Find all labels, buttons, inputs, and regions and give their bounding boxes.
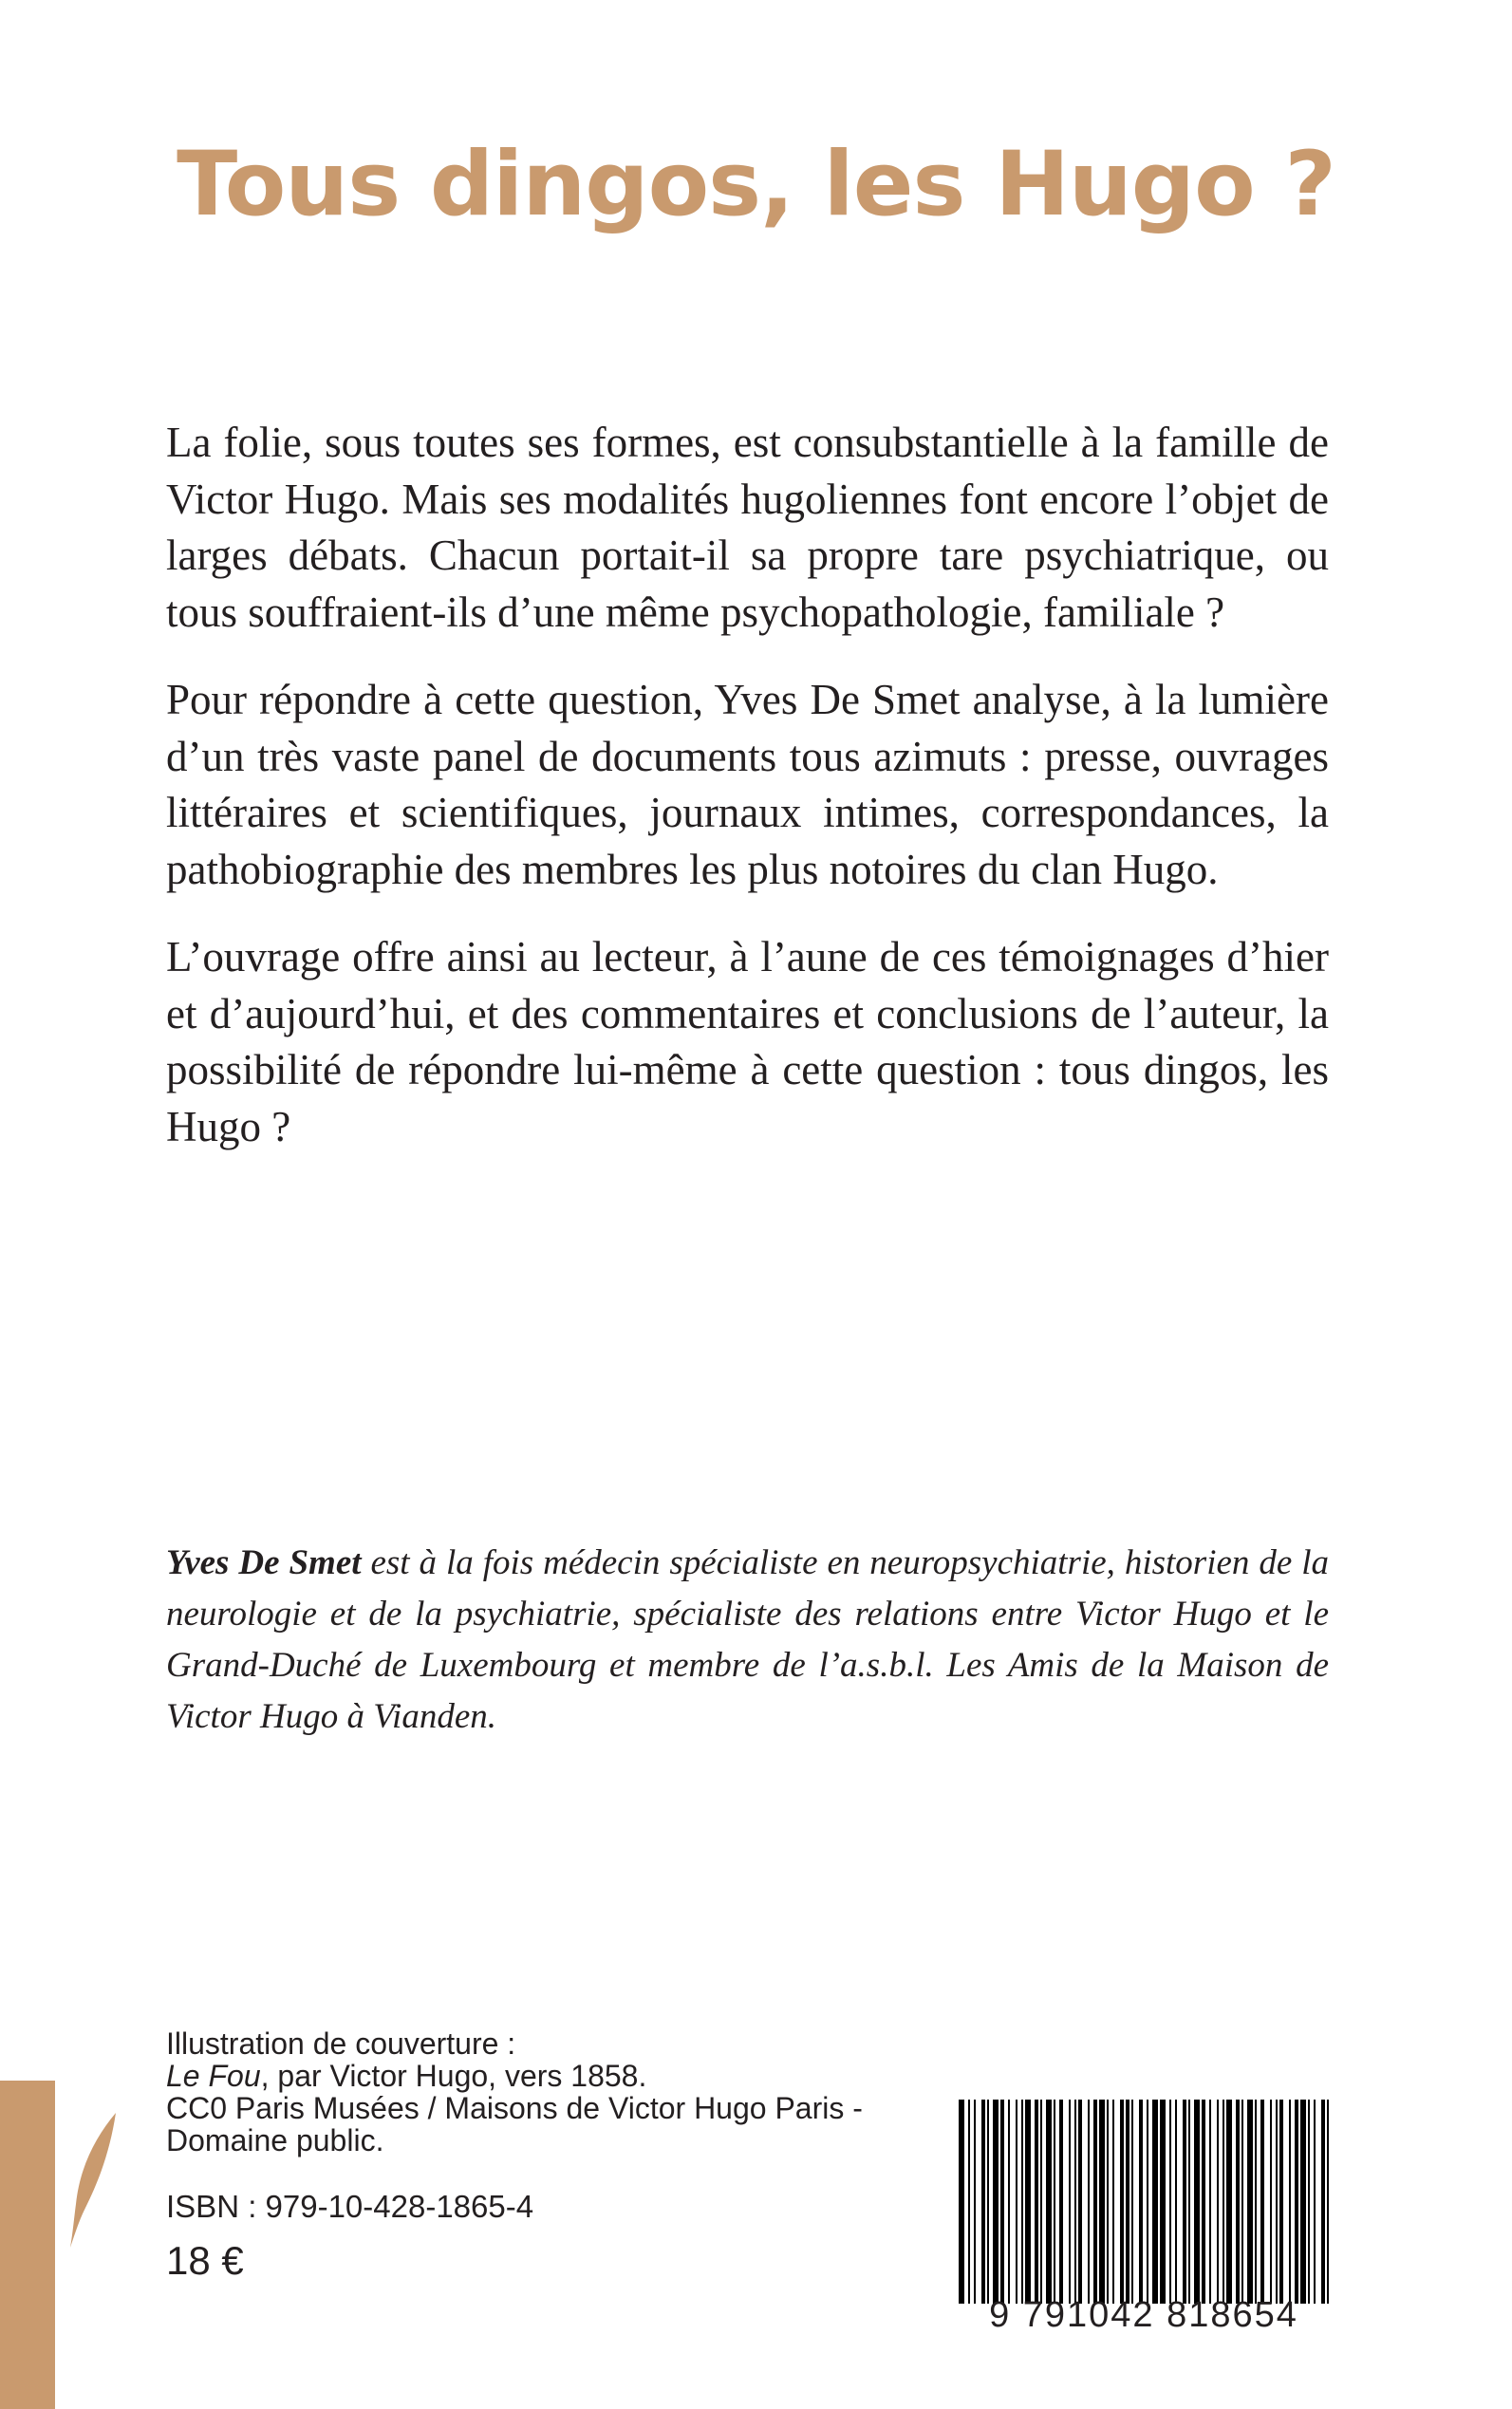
barcode-bar — [1069, 2100, 1071, 2304]
author-bio-text: est à la fois médecin spécialiste en neuropsychiatrie, historien de la neurologie et de la psychiatrie, spécialiste des relations entre Victor Hugo et le Grand-Duché de Luxembourg et membre de l’a.s.b.l. Les Amis de la Maison de Victor Hugo à Vianden. — [166, 1543, 1330, 1736]
barcode-bar — [974, 2100, 976, 2304]
author-name: Yves De Smet — [166, 1543, 362, 1582]
summary-text — [166, 415, 1329, 1186]
barcode-bar — [1160, 2100, 1166, 2304]
credits-line-2 — [166, 2060, 963, 2092]
barcode-bar — [1247, 2100, 1253, 2304]
barcode-bar — [993, 2100, 999, 2304]
barcode-bar — [1308, 2100, 1310, 2304]
barcode-bar — [1112, 2100, 1114, 2304]
feather-icon — [66, 2109, 123, 2251]
author-bio — [166, 1538, 1329, 1743]
isbn: ISBN : 979-10-428-1865-4 — [166, 2189, 534, 2224]
credits-work-title: Le Fou — [166, 2059, 261, 2093]
barcode-bar — [1300, 2100, 1306, 2304]
barcode-bar — [1279, 2100, 1283, 2304]
summary-paragraph-3: L’ouvrage offre ainsi au lecteur, à l’aune de ces témoignages d’hier et d’aujourd’hui, et des commentaires et conclusions de l’auteur, la possibilité de répondre lui-même à cette question : tous dingos, les Hugo ? — [166, 933, 1329, 1150]
accent-bar — [0, 2081, 55, 2409]
barcode-bar — [968, 2100, 970, 2304]
barcode-digits: 9 791042 818654 — [989, 2295, 1298, 2335]
barcode-bar — [1054, 2100, 1055, 2304]
barcode-bar — [1046, 2100, 1052, 2304]
barcode-bar — [1078, 2100, 1082, 2304]
barcode-bar — [1314, 2100, 1316, 2304]
barcode-bar — [1107, 2100, 1109, 2304]
barcode-bar — [987, 2100, 989, 2304]
barcode-bar — [1226, 2100, 1232, 2304]
barcode — [959, 2100, 1329, 2304]
barcode-bar — [1175, 2100, 1177, 2304]
barcode-bar — [981, 2100, 985, 2304]
book-title: Tous dingos, les Hugo ? — [177, 133, 1335, 236]
barcode-bar — [1321, 2100, 1325, 2304]
barcode-bar — [1000, 2100, 1004, 2304]
barcode-bar — [1093, 2100, 1097, 2304]
credits-line-2-rest: , par Victor Hugo, vers 1858. — [260, 2059, 647, 2093]
barcode-bar — [1276, 2100, 1278, 2304]
barcode-bar — [1223, 2100, 1224, 2304]
barcode-bar — [1016, 2100, 1017, 2304]
barcode-bar — [1327, 2100, 1329, 2304]
barcode-bar — [1255, 2100, 1257, 2304]
barcode-bar — [1169, 2100, 1171, 2304]
cover-credits — [166, 2027, 963, 2157]
barcode-bar — [1188, 2100, 1190, 2304]
barcode-bar — [1021, 2100, 1023, 2304]
barcode-bar — [1008, 2100, 1010, 2304]
barcode-bar — [1270, 2100, 1272, 2304]
barcode-bar — [1139, 2100, 1143, 2304]
barcode-bar — [1152, 2100, 1158, 2304]
barcode-bar — [1241, 2100, 1243, 2304]
barcode-bar — [1126, 2100, 1129, 2304]
barcode-bar — [1035, 2100, 1038, 2304]
barcode-bar — [1260, 2100, 1264, 2304]
price: 18 € — [166, 2238, 244, 2283]
credits-line-3: CC0 Paris Musées / Maisons de Victor Hugo Paris - — [166, 2091, 863, 2125]
barcode-bar — [1183, 2100, 1186, 2304]
barcode-bar — [1217, 2100, 1219, 2304]
barcode-bar — [959, 2100, 964, 2304]
barcode-bar — [1120, 2100, 1124, 2304]
barcode-bar — [1194, 2100, 1200, 2304]
barcode-bar — [1131, 2100, 1133, 2304]
barcode-bar — [1289, 2100, 1291, 2304]
summary-paragraph-1: La folie, sous toutes ses formes, est consubstantielle à la famille de Victor Hugo. Mais ses modalités hugoliennes font encore l’objet de larges débats. Chacun portait-il sa propre tare psychiatrique, ou tous souffraient-ils d’une même psychopathologie, familiale ? — [166, 419, 1329, 636]
barcode-bar — [1074, 2100, 1076, 2304]
summary-paragraph-2: Pour répondre à cette question, Yves De Smet analyse, à la lumière d’un très vaste panel de documents tous azimuts : presse, ouvrages littéraires et scientifiques, journaux intimes, correspondances, la pathobiographie des membres les plus notoires du clan Hugo. — [166, 676, 1329, 893]
barcode-bar — [1088, 2100, 1090, 2304]
barcode-bar — [1209, 2100, 1211, 2304]
barcode-bar — [1236, 2100, 1240, 2304]
barcode-bar — [1295, 2100, 1298, 2304]
credits-line-4: Domaine public. — [166, 2123, 384, 2157]
barcode-bar — [1059, 2100, 1063, 2304]
credits-line-1: Illustration de couverture : — [166, 2026, 516, 2061]
barcode-bar — [1040, 2100, 1042, 2304]
feather-shape — [70, 2113, 116, 2248]
barcode-bar — [1099, 2100, 1105, 2304]
barcode-bar — [1202, 2100, 1205, 2304]
barcode-bar — [1147, 2100, 1148, 2304]
barcode-bar — [1025, 2100, 1031, 2304]
